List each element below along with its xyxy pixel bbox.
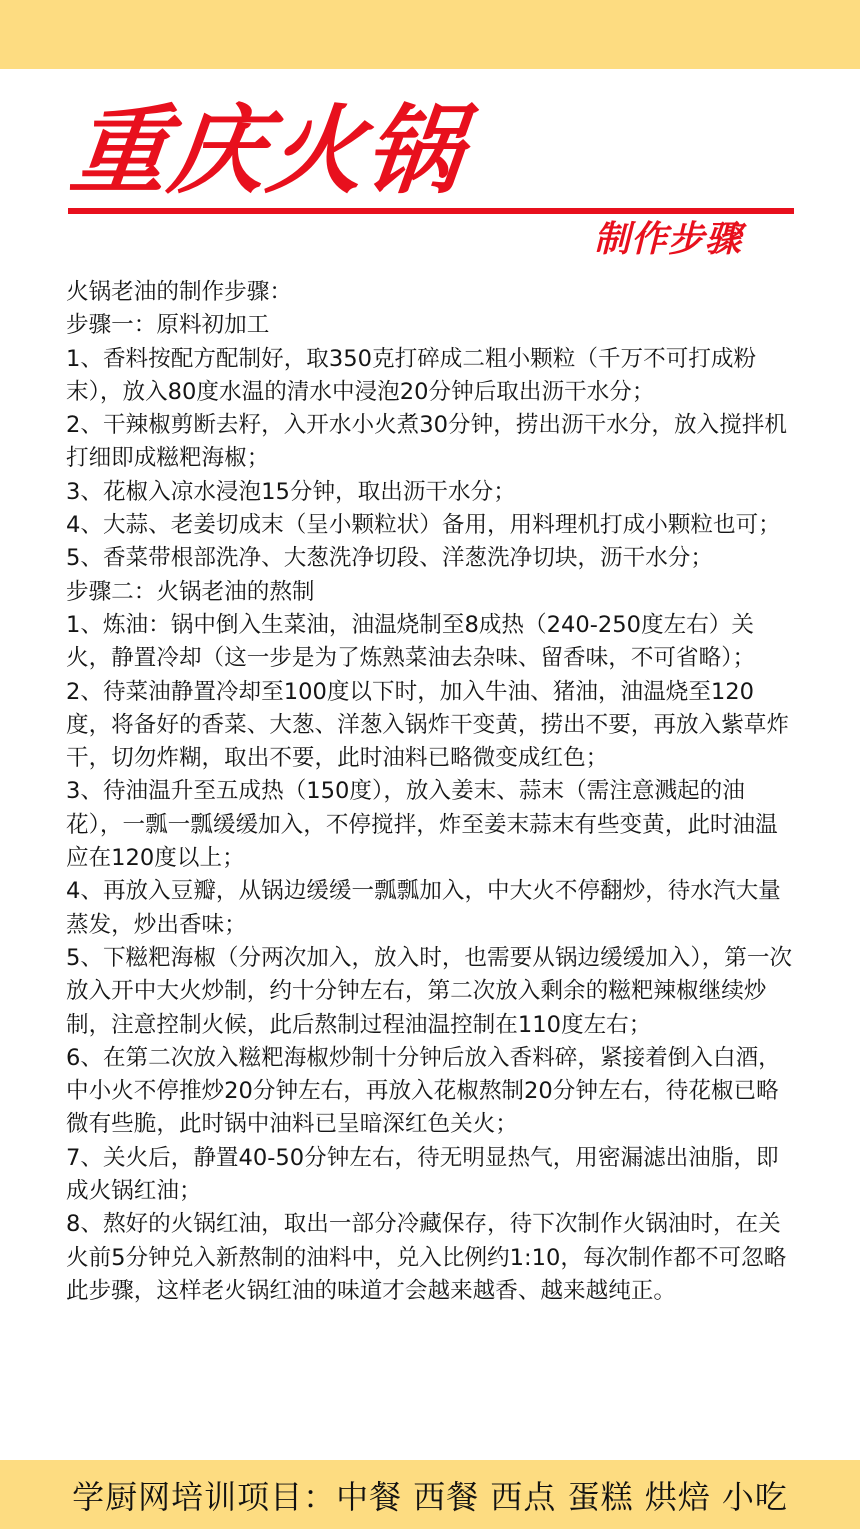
step2-item: 5、下糍粑海椒（分两次加入，放入时，也需要从锅边缓缓加入），第一次放入开中大火炒制，约十分钟左右，第二次放入剩余的糍粑辣椒继续炒制，注意控制火候，此后熬制过程油温控制在110度左右； <box>66 944 793 1038</box>
step2-item: 6、在第二次放入糍粑海椒炒制十分钟后放入香料碎，紧接着倒入白酒，中小火不停推炒20分钟左右，再放入花椒熬制20分钟左右，待花椒已略微有些脆，此时锅中油料已呈暗深红色关火； <box>66 1044 781 1138</box>
step2-item: 4、再放入豆瓣，从锅边缓缓一瓢瓢加入，中大火不停翻炒，待水汽大量蒸发，炒出香味； <box>66 878 781 938</box>
intro-line: 火锅老油的制作步骤： <box>66 279 292 305</box>
step1-item: 3、花椒入凉水浸泡15分钟，取出沥干水分； <box>66 478 516 505</box>
step1-item: 2、干辣椒剪断去籽，入开水小火煮30分钟，捞出沥干水分，放入搅拌机打细即成糍粑海椒； <box>66 412 787 472</box>
step2-item: 8、熬好的火锅红油，取出一部分冷藏保存，待下次制作火锅油时，在关火前5分钟兑入新熬制的油料中，兑入比例约1:10，每次制作都不可忽略此步骤，这样老火锅红油的味道才会越来越香、越来越纯正。 <box>66 1211 787 1304</box>
page-subtitle: 制作步骤 <box>594 219 743 260</box>
step1-item: 4、大蒜、老姜切成末（呈小颗粒状）备用，用料理机打成小颗粒也可； <box>66 512 781 539</box>
step1-item: 1、香料按配方配制好，取350克打碎成二粗小颗粒（千万不可打成粉末），放入80度水温的清水中浸泡20分钟后取出沥干水分； <box>66 345 757 405</box>
step2-item: 3、待油温升至五成热（150度），放入姜末、蒜末（需注意溅起的油花），一瓢一瓢缓缓加入，不停搅拌，炸至姜末蒜末有些变黄，此时油温应在120度以上； <box>66 778 778 872</box>
step2-item: 1、炼油：锅中倒入生菜油，油温烧制至8成热（240-250度左右）关火，静置冷却（这一步是为了炼熟菜油去杂味、留香味，不可省略）； <box>66 611 756 672</box>
step2-heading: 步骤二：火锅老油的熬制 <box>66 578 315 605</box>
step2-item: 7、关火后，静置40-50分钟左右，待无明显热气，用密漏滤出油脂，即成火锅红油； <box>66 1144 779 1205</box>
recipe-body <box>66 276 796 1308</box>
top-banner <box>0 0 860 69</box>
page-title: 重庆火锅 <box>65 95 470 207</box>
footer-text: 学厨网培训项目：中餐 西餐 西点 蛋糕 烘焙 小吃 <box>72 1477 788 1516</box>
step1-heading: 步骤一：原料初加工 <box>66 312 270 339</box>
title-divider <box>68 208 794 214</box>
step1-item: 5、香菜带根部洗净、大葱洗净切段、洋葱洗净切块，沥干水分； <box>66 545 713 572</box>
step2-item: 2、待菜油静置冷却至100度以下时，加入牛油、猪油，油温烧至120度，将备好的香菜、大葱、洋葱入锅炸干变黄，捞出不要，再放入紫草炸干，切勿炸糊，取出不要，此时油料已略微变成红色； <box>66 678 789 772</box>
